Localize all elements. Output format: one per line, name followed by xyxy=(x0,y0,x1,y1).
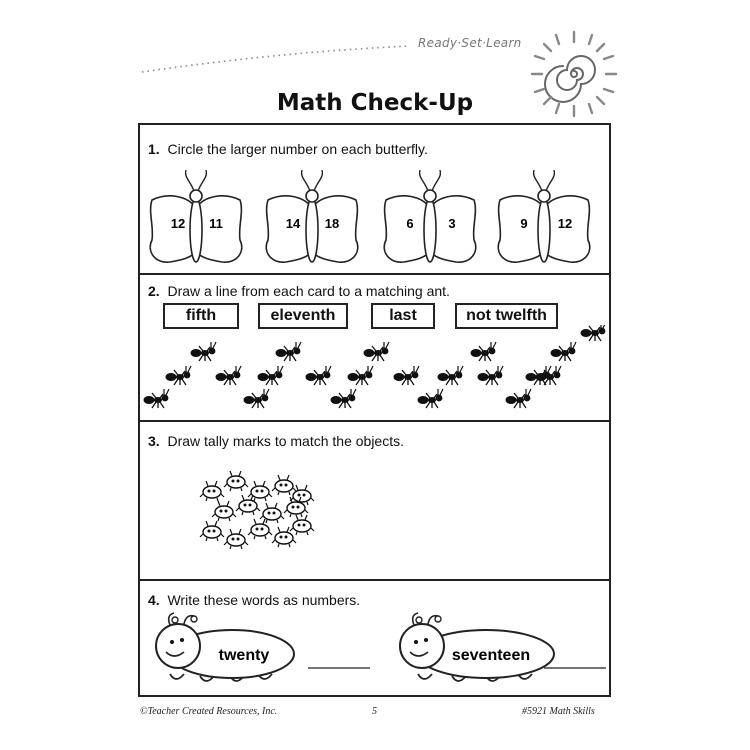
caterpillar-row xyxy=(140,610,610,694)
ant-4[interactable] xyxy=(364,342,390,361)
butterfly-row xyxy=(140,160,610,270)
ant-16[interactable] xyxy=(536,366,562,385)
page-title: Math Check-Up xyxy=(276,90,474,116)
card-not-twelfth[interactable]: not twelfth xyxy=(455,303,558,329)
question-text: Circle the larger number on each butterfly. xyxy=(167,141,428,157)
ant-field xyxy=(140,325,610,420)
bug-10 xyxy=(200,521,224,541)
butterfly-3-right-number: 3 xyxy=(448,216,456,231)
question-1 xyxy=(148,141,428,157)
butterfly-1[interactable] xyxy=(150,170,242,262)
ant-13[interactable] xyxy=(438,366,464,385)
butterfly-3[interactable] xyxy=(384,170,476,262)
butterfly-1-right-number: 11 xyxy=(209,216,223,231)
question-number: 2. xyxy=(148,283,160,299)
bug-2 xyxy=(224,471,248,491)
ant-3[interactable] xyxy=(471,342,497,361)
question-text: Write these words as numbers. xyxy=(167,592,361,608)
question-text: Draw tally marks to match the objects. xyxy=(167,433,404,449)
butterfly-4[interactable] xyxy=(498,170,590,262)
bug-4 xyxy=(272,475,296,495)
bug-8 xyxy=(260,503,284,523)
ant-8[interactable] xyxy=(216,366,242,385)
bug-1 xyxy=(200,481,224,501)
question-2 xyxy=(148,283,450,299)
ant-6[interactable] xyxy=(191,342,217,361)
question-text: Draw a line from each card to a matching ant. xyxy=(167,283,450,299)
ant-17[interactable] xyxy=(144,389,170,408)
footer-page-number: 5 xyxy=(372,706,377,717)
butterfly-2-left-number: 14 xyxy=(285,216,301,231)
butterfly-1-left-number: 12 xyxy=(170,216,186,231)
ant-21[interactable] xyxy=(506,389,532,408)
ant-12[interactable] xyxy=(394,366,420,385)
ant-18[interactable] xyxy=(244,389,270,408)
question-number: 1. xyxy=(148,141,160,157)
ant-10[interactable] xyxy=(306,366,332,385)
ant-7[interactable] xyxy=(166,366,192,385)
card-fifth[interactable]: fifth xyxy=(163,303,239,329)
bug-14 xyxy=(290,515,314,535)
ant-5[interactable] xyxy=(276,342,302,361)
section-divider-2 xyxy=(138,420,611,422)
question-number: 3. xyxy=(148,433,160,449)
ant-20[interactable] xyxy=(418,389,444,408)
ant-11[interactable] xyxy=(348,366,374,385)
ant-9[interactable] xyxy=(258,366,284,385)
bug-13 xyxy=(272,527,296,547)
ant-14[interactable] xyxy=(478,366,504,385)
question-number: 4. xyxy=(148,592,160,608)
bug-12 xyxy=(248,519,272,539)
bug-cluster xyxy=(190,468,330,563)
section-divider-1 xyxy=(138,273,611,275)
card-eleventh[interactable]: eleventh xyxy=(258,303,348,329)
question-3 xyxy=(148,433,404,449)
section-divider-3 xyxy=(138,579,611,581)
ant-19[interactable] xyxy=(331,389,357,408)
bug-11 xyxy=(224,529,248,549)
butterfly-2[interactable] xyxy=(266,170,358,262)
ant-1[interactable] xyxy=(581,325,607,341)
footer-publisher: ©Teacher Created Resources, Inc. xyxy=(140,706,278,717)
caterpillar-word-seventeen: seventeen xyxy=(451,647,531,664)
butterfly-3-left-number: 6 xyxy=(406,216,414,231)
footer-book-id: #5921 Math Skills xyxy=(522,706,595,717)
bug-6 xyxy=(212,501,236,521)
question-4 xyxy=(148,592,360,608)
brand-label: Ready·Set·Learn xyxy=(418,36,522,50)
caterpillar-word-twenty: twenty xyxy=(218,647,270,664)
card-last[interactable]: last xyxy=(371,303,435,329)
ant-2[interactable] xyxy=(551,342,577,361)
butterfly-2-right-number: 18 xyxy=(324,216,340,231)
butterfly-4-left-number: 9 xyxy=(520,216,528,231)
butterfly-4-right-number: 12 xyxy=(557,216,573,231)
